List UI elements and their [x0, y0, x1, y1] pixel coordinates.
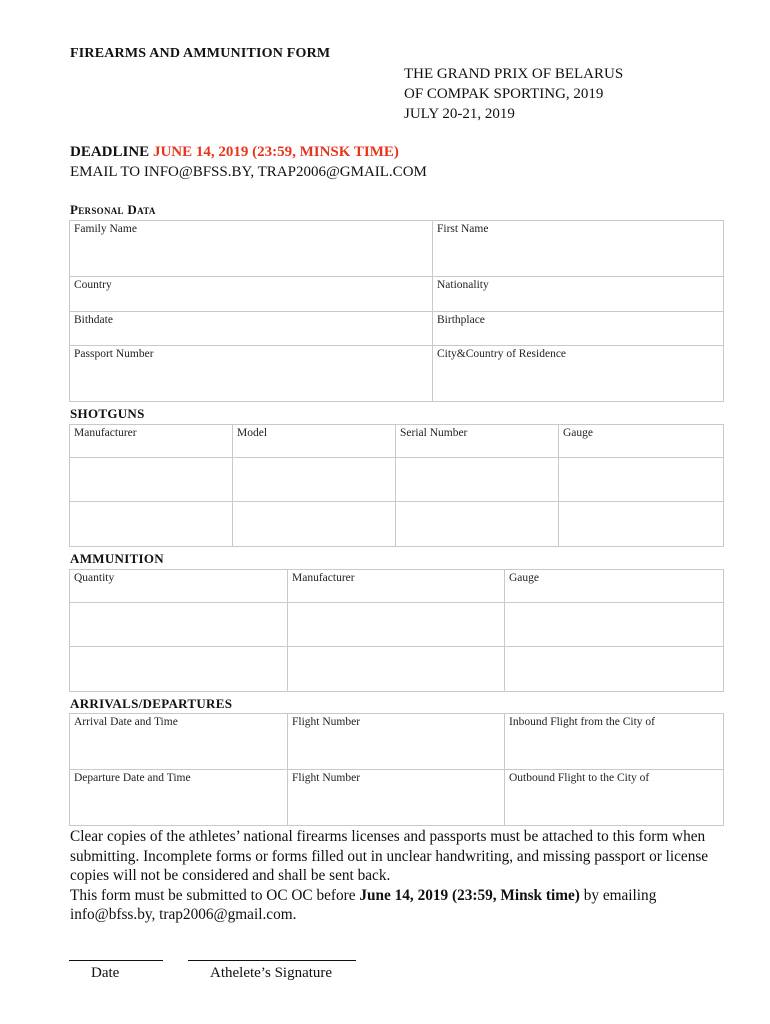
instructions — [70, 827, 730, 925]
shotguns-heading: SHOTGUNS — [70, 406, 145, 421]
instructions-paragraph-1: Clear copies of the athletes’ national firearms licenses and passports must be attached to this form when submitting. Incomplete forms or forms filled out in unclear handwriting, and missing passport or license copies will not be considered and shall be sent back. — [70, 828, 709, 885]
ammunition-table — [69, 569, 724, 692]
arrival-city-field[interactable]: Inbound Flight from the City of — [505, 714, 724, 770]
passport-number-field[interactable]: Passport Number — [70, 346, 433, 402]
ammo-cell[interactable] — [505, 647, 724, 692]
shotgun-header-gauge: Gauge — [559, 425, 724, 458]
birthdate-field[interactable]: Bithdate — [70, 312, 433, 346]
instructions-text: This form must be submitted to OC OC before — [70, 886, 360, 904]
event-line-2: OF COMPAK SPORTING, 2019 — [404, 86, 604, 102]
birthplace-field[interactable]: Birthplace — [433, 312, 724, 346]
event-title — [404, 64, 623, 124]
residence-field[interactable]: City&Country of Residence — [433, 346, 724, 402]
shotgun-header-model: Model — [233, 425, 396, 458]
deadline-label: DEADLINE — [70, 144, 150, 160]
ammo-cell[interactable] — [505, 603, 724, 647]
shotgun-cell[interactable] — [233, 502, 396, 547]
shotgun-cell[interactable] — [70, 458, 233, 502]
country-field[interactable]: Country — [70, 277, 433, 312]
arrivals-heading: ARRIVALS/DEPARTURES — [70, 696, 233, 711]
arrival-date-field[interactable]: Arrival Date and Time — [70, 714, 288, 770]
departure-flight-field[interactable]: Flight Number — [288, 770, 505, 826]
instructions-text: by emailing info@bfss.by, trap2006@gmail.com. — [70, 886, 657, 924]
family-name-field[interactable]: Family Name — [70, 221, 433, 277]
ammunition-heading: AMMUNITION — [70, 551, 164, 566]
departure-city-field[interactable]: Outbound Flight to the City of — [505, 770, 724, 826]
deadline-value: JUNE 14, 2019 (23:59, MINSK TIME) — [152, 144, 399, 160]
email-instruction: EMAIL TO INFO@BFSS.BY, TRAP2006@GMAIL.COM — [70, 164, 427, 180]
date-line[interactable] — [69, 960, 163, 961]
deadline — [70, 142, 399, 162]
ammo-cell[interactable] — [70, 603, 288, 647]
signature-line[interactable] — [188, 960, 356, 961]
shotguns-table — [69, 424, 724, 547]
ammo-cell[interactable] — [70, 647, 288, 692]
departure-date-field[interactable]: Departure Date and Time — [70, 770, 288, 826]
arrival-flight-field[interactable]: Flight Number — [288, 714, 505, 770]
shotgun-cell[interactable] — [396, 502, 559, 547]
ammo-header-manufacturer: Manufacturer — [288, 570, 505, 603]
arrivals-table — [69, 713, 724, 826]
shotgun-cell[interactable] — [396, 458, 559, 502]
personal-data-table — [69, 220, 724, 402]
ammo-cell[interactable] — [288, 647, 505, 692]
date-label: Date — [91, 965, 120, 981]
signature-label: Athelete’s Signature — [210, 965, 333, 981]
instructions-paragraph-2 — [70, 886, 730, 925]
shotgun-cell[interactable] — [559, 458, 724, 502]
shotgun-cell[interactable] — [559, 502, 724, 547]
instructions-deadline: June 14, 2019 (23:59, Minsk time) — [359, 886, 580, 904]
shotgun-cell[interactable] — [70, 502, 233, 547]
nationality-field[interactable]: Nationality — [433, 277, 724, 312]
ammo-header-quantity: Quantity — [70, 570, 288, 603]
personal-data-heading: Personal Data — [70, 202, 156, 217]
shotgun-header-manufacturer: Manufacturer — [70, 425, 233, 458]
first-name-field[interactable]: First Name — [433, 221, 724, 277]
event-line-1: THE GRAND PRIX OF BELARUS — [404, 66, 624, 82]
ammo-cell[interactable] — [288, 603, 505, 647]
shotgun-header-serial: Serial Number — [396, 425, 559, 458]
event-line-3: JULY 20-21, 2019 — [404, 106, 515, 122]
form-title: FIREARMS AND AMMUNITION FORM — [70, 46, 331, 61]
shotgun-cell[interactable] — [233, 458, 396, 502]
ammo-header-gauge: Gauge — [505, 570, 724, 603]
